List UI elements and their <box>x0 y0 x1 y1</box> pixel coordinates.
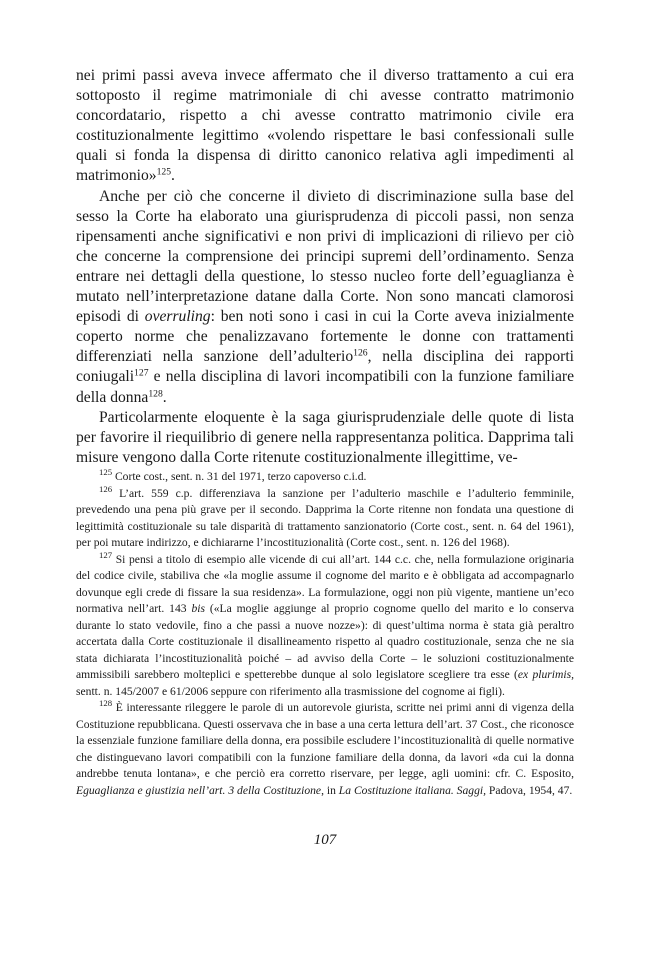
footnotes <box>76 469 574 799</box>
footnote-128: $^{128}$ È interessante rileggere le parole di un autorevole giurista, scritte nei primi anni di vigenza della Costituzione repubblicana. Questi osservava che in base a una certa lettura dell’art. 37 Cost., che riconosce la essenziale funzione familiare della donna, era possibile escludere l’incostituzionalità di quelle normative che distinguevano lavori compatibili con la funzione familiare della donna, da lavori «da cui la donna andrebbe tenuta lontana», e che perciò era corretto riservare, per legge, agli uomini: cfr. C. Esposito, Eguaglianza e giustizia nell’art. 3 della Costituzione, in La Costituzione italiana. Saggi, Padova, 1954, 47. <box>76 698 574 797</box>
footnote-number: 125 <box>99 467 113 478</box>
footnote-number: 126 <box>99 483 113 494</box>
footnote-126: $^{126}$ L’art. 559 c.p. differenziava la sanzione per l’adulterio maschile e l’adulterio femminile, prevedendo una pena più grave per il secondo. Dapprima la Corte ritenne non fondata una questione di legittimità costituzionale su tale disparità di trattamento sanzionatorio (Corte cost., sent. n. 64 del 1961), per poi mutare indirizzo, e dichiararne l’incostituzionalità (Corte cost., sent. n. 126 del 1968). <box>76 483 574 549</box>
footnote-number: 128 <box>99 698 113 709</box>
page-number: 107 <box>313 832 337 848</box>
paragraph-1: nei primi passi aveva invece affermato che il diverso trattamento a cui era sottoposto il regime matrimoniale di chi avesse contratto matrimonio concordatario, rispetto a chi avesse contratto matrimonio civile era costituzionalmente legittimo «volendo rispettare le basi confessionali sulle quali si fonda la dispensa di diritto canonico relativa agli impedimenti al matrimonio»$^{125}$. <box>76 67 574 185</box>
footnote-ref-128[interactable]: 128 <box>148 388 163 400</box>
paragraph-2: Anche per ciò che concerne il divieto di discriminazione sulla base del sesso la Corte ha elaborato una giurisprudenza di piccoli passi, non senza ripensamenti anche significativi e non privi di implicazioni di rilievo per ciò che concerne la comprensione dei principi supremi dell’ordinamento. Senza entrare nei dettagli della questione, lo stesso nucleo forte dell’eguaglianza è mutato nell’interpretazione datane dalla Corte. Non sono mancati clamorosi episodi di overruling: ben noti sono i casi in cui la Corte aveva inizialmente coperto norme che penalizzavano fortemente le donne con trattamenti differenziati nella sanzione dell’adulterio$^{126}$, nella disciplina dei rapporti coniugali$^{127}$ e nella disciplina di lavori incompatibili con la funzione familiare della donna$^{128}$. <box>76 187 574 406</box>
footnote-ref-126[interactable]: 126 <box>353 348 368 359</box>
main-text <box>76 66 574 468</box>
footnote-127: $^{127}$ Si pensi a titolo di esempio alle vicende di cui all’art. 144 c.c. che, nella formulazione originaria del codice civile, stabiliva che «la moglie assume il cognome del marito e è obbligata ad accompagnarlo dovunque egli crede di fissare la sua residenza». La formulazione, oggi non più vigente, mantiene un’eco normativa nell’art. 143 bis («La moglie aggiunge al proprio cognome quello del marito e lo conserva durante lo stato vedovile, fino a che passi a nuove nozze»): di quest’ultima norma è stata già peraltro accertata dalla Corte costituzionale il disallineamento rispetto al quadro costituzionale, senza che ne sia stata dichiarata l’incostituzionalità poiché – ad avviso della Corte – le soluzioni costituzionalmente ammissibili sarebbero molteplici e spetterebbe dunque al solo legislatore scegliere tra esse (ex plurimis, sentt. n. 145/2007 e 61/2006 seppure con riferimento alla trasmissione del cognome ai figli). <box>76 549 574 698</box>
paragraph-3: Particolarmente eloquente è la saga giurisprudenziale delle quote di lista per favorire il riequilibrio di genere nella rappresentanza politica. Dapprima tali misure vengono dalla Corte ritenute costituzionalmente illegittime, ve- <box>76 408 574 466</box>
footnote-number: 127 <box>99 549 113 560</box>
term-overruling: overruling <box>144 308 211 326</box>
footnote-125: $^{125}$ Corte cost., sent. n. 31 del 1971, terzo capoverso c.i.d. <box>99 467 367 483</box>
footnote-ref-125[interactable]: 125 <box>156 167 172 179</box>
footnote-ref-127[interactable]: 127 <box>134 368 149 380</box>
